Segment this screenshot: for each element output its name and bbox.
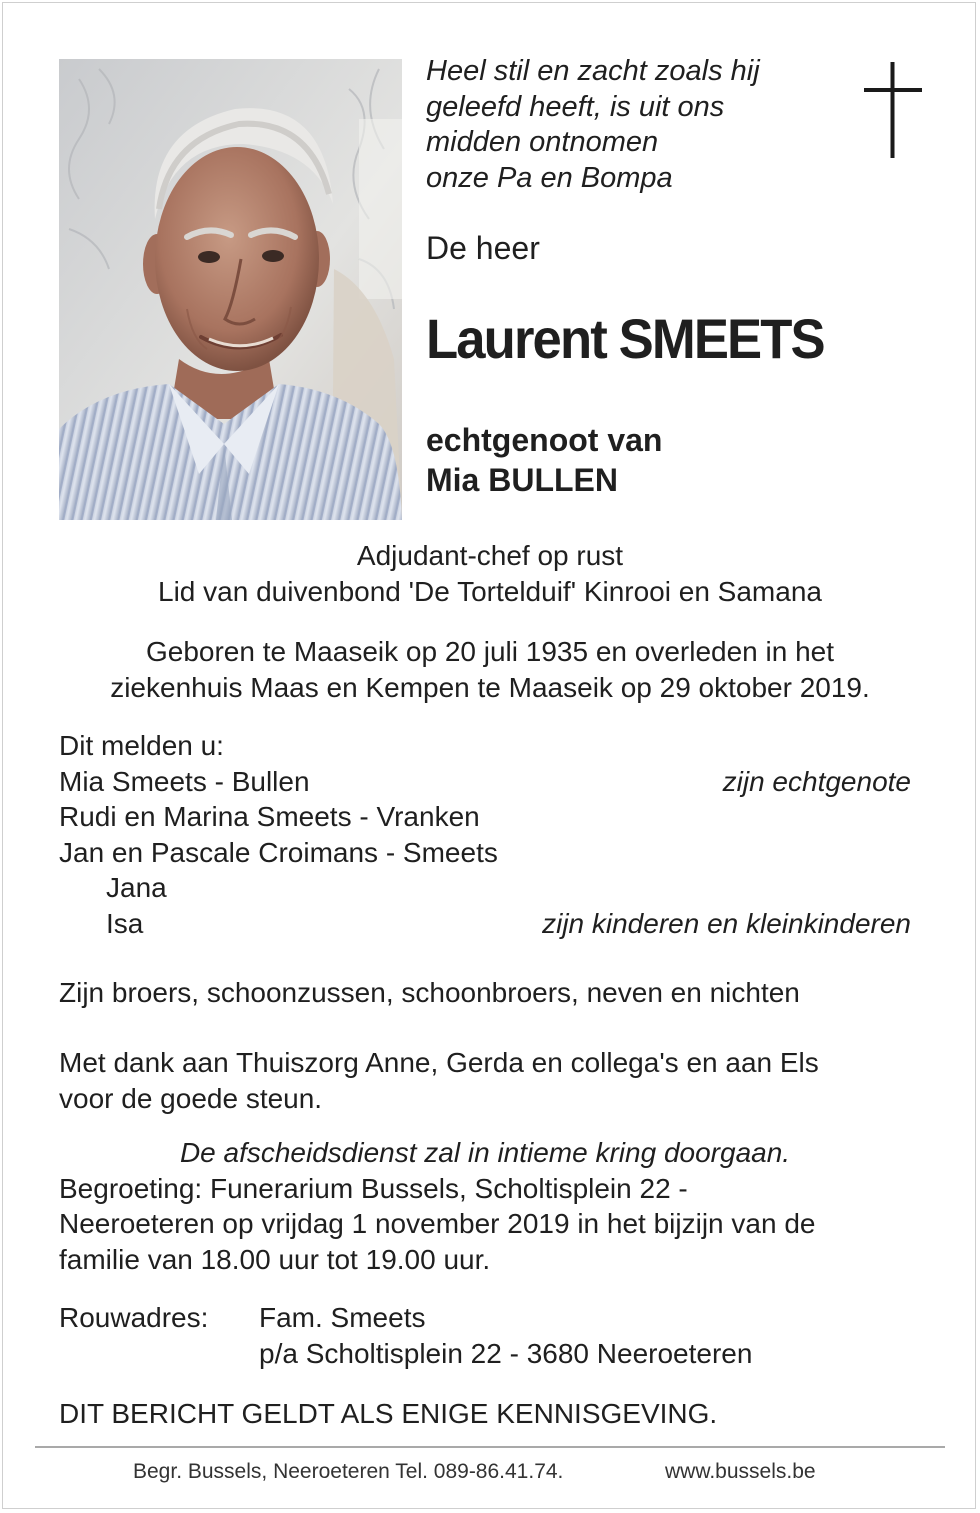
list-item: [59, 870, 911, 906]
cross-icon: [864, 62, 922, 160]
service-info: [59, 1135, 911, 1277]
address-line: Fam. Smeets: [259, 1302, 426, 1333]
list-item: [59, 906, 911, 942]
birth-death: [0, 634, 980, 705]
address-line: p/a Scholtisplein 22 - 3680 Neeroeteren: [259, 1337, 753, 1369]
spouse-name: Mia BULLEN: [426, 462, 618, 498]
portrait-photo: [59, 59, 402, 520]
role-line: Adjudant-chef op rust: [356, 540, 624, 571]
family-role: zijn kinderen en kleinkinderen: [542, 907, 911, 939]
poem-line: Heel stil en zacht zoals hij: [426, 55, 760, 87]
birth-death-line: ziekenhuis Maas en Kempen te Maaseik op 29 oktober 2019.: [110, 671, 870, 703]
spouse-info: [426, 420, 662, 500]
honorific: De heer: [426, 230, 540, 266]
divider: [35, 1446, 945, 1448]
service-line: Begroeting: Funerarium Bussels, Scholtisplein 22 -: [59, 1172, 688, 1204]
family-intro: Dit melden u:: [59, 730, 224, 761]
family-member: Jan en Pascale Croimans - Smeets: [59, 836, 498, 868]
birth-death-line: Geboren te Maaseik op 20 juli 1935 en overleden in het: [145, 636, 835, 667]
footer-website[interactable]: www.bussels.be: [665, 1460, 816, 1483]
family-role: zijn echtgenote: [722, 765, 911, 797]
service-line: familie van 18.00 uur tot 19.00 uur.: [59, 1243, 491, 1275]
poem-line: onze Pa en Bompa: [426, 161, 673, 194]
list-item: [59, 835, 911, 871]
spouse-relation: echtgenoot van: [426, 422, 663, 458]
family-member: Isa: [106, 907, 144, 939]
list-item: [59, 764, 911, 800]
deceased-name: Laurent SMEETS: [426, 307, 824, 370]
poem: [426, 54, 846, 196]
thanks-line: Met dank aan Thuiszorg Anne, Gerda en collega's en aan Els: [59, 1047, 819, 1078]
relatives: Zijn broers, schoonzussen, schoonbroers, neven en nichten: [59, 977, 800, 1008]
list-item: [59, 799, 911, 835]
footer-contact: Begr. Bussels, Neeroeteren Tel. 089-86.41.74.: [133, 1460, 564, 1483]
family-member: Rudi en Marina Smeets - Vranken: [59, 801, 480, 832]
address-label: Rouwadres:: [59, 1302, 209, 1333]
service-note: De afscheidsdienst zal in intieme kring doorgaan.: [179, 1137, 791, 1168]
roles: [0, 538, 980, 609]
notice: DIT BERICHT GELDT ALS ENIGE KENNISGEVING.: [59, 1398, 718, 1429]
thanks: [59, 1045, 911, 1116]
family-list: [59, 728, 911, 941]
thanks-line: voor de goede steun.: [59, 1082, 323, 1114]
service-line: Neeroeteren op vrijdag 1 november 2019 in het bijzijn van de: [59, 1208, 816, 1239]
poem-line: midden ontnomen: [426, 126, 659, 158]
family-member: Jana: [106, 872, 167, 903]
poem-line: geleefd heeft, is uit ons: [426, 90, 725, 123]
role-line: Lid van duivenbond 'De Tortelduif' Kinrooi en Samana: [158, 575, 822, 607]
family-member: Mia Smeets - Bullen: [59, 765, 310, 797]
